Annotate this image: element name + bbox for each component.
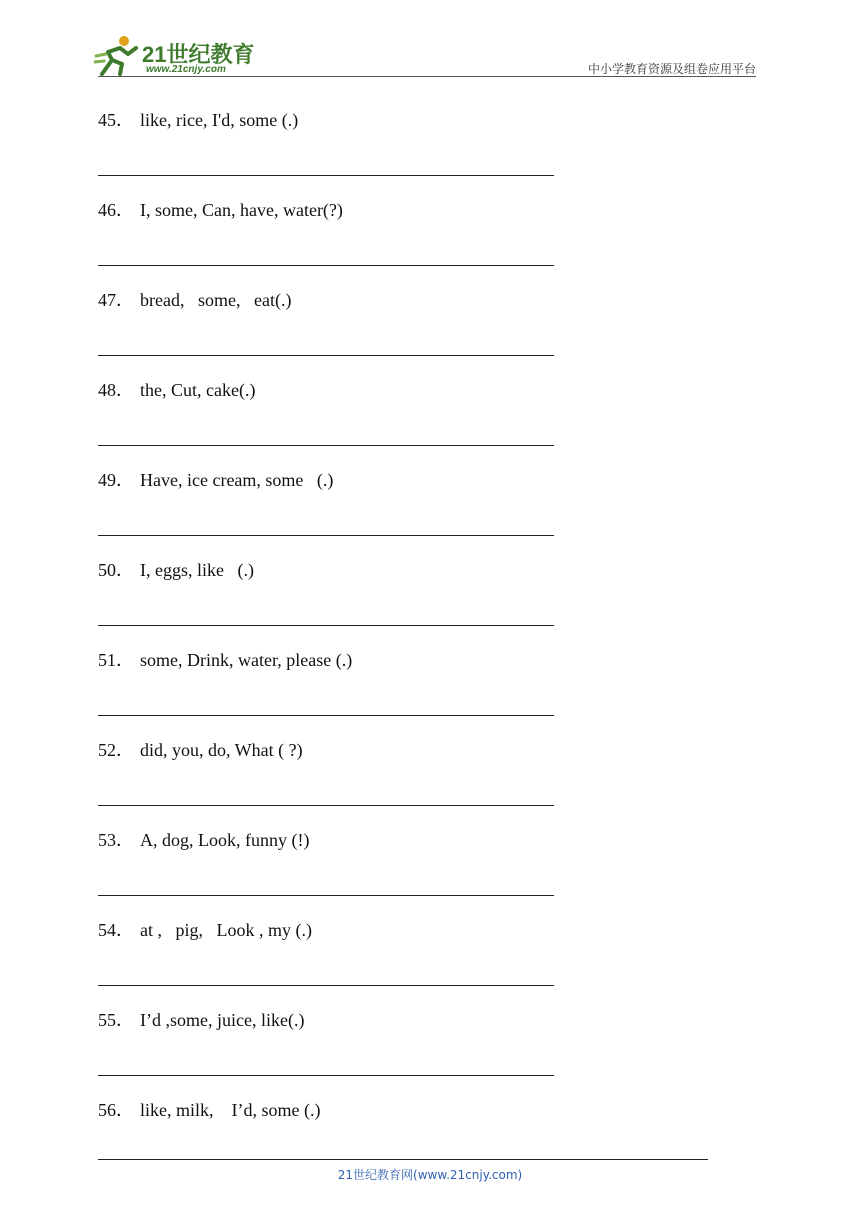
question-text: like, milk, I’d, some (.) (140, 1100, 321, 1120)
answer-line[interactable] (98, 535, 554, 536)
question-text: Have, ice cream, some (.) (140, 470, 334, 490)
question-item (98, 378, 658, 468)
question-item (98, 468, 658, 558)
question-item (98, 108, 658, 198)
question-item (98, 648, 658, 738)
question-text: like, rice, I'd, some (.) (140, 110, 299, 130)
question-number: 55． (98, 1010, 134, 1030)
question-number: 46． (98, 200, 134, 220)
question-text: A, dog, Look, funny (!) (140, 830, 310, 850)
footer-divider (98, 1159, 708, 1160)
logo-text: 21世纪教育 (142, 42, 255, 67)
question-list (98, 108, 658, 1188)
answer-line[interactable] (98, 355, 554, 356)
question-item (98, 558, 658, 648)
question-item (98, 738, 658, 828)
question-number: 48． (98, 380, 134, 400)
question-text: the, Cut, cake(.) (140, 380, 256, 400)
question-item (98, 1008, 658, 1098)
answer-line[interactable] (98, 265, 554, 266)
answer-line[interactable] (98, 985, 554, 986)
question-number: 53． (98, 830, 134, 850)
question-number: 47． (98, 290, 134, 310)
question-number: 52． (98, 740, 134, 760)
question-number: 54． (98, 920, 134, 940)
question-item (98, 198, 658, 288)
footer-link[interactable]: 21世纪教育网(www.21cnjy.com) (337, 1168, 523, 1182)
question-number: 56． (98, 1100, 134, 1120)
answer-line[interactable] (98, 175, 554, 176)
logo-url: www.21cnjy.com (146, 64, 226, 75)
question-number: 50． (98, 560, 134, 580)
question-item (98, 828, 658, 918)
answer-line[interactable] (98, 805, 554, 806)
answer-line[interactable] (98, 445, 554, 446)
question-number: 45． (98, 110, 134, 130)
question-item (98, 288, 658, 378)
question-item (98, 918, 658, 1008)
header-divider (98, 76, 756, 77)
site-logo[interactable] (94, 34, 264, 78)
question-text: I, eggs, like (.) (140, 560, 254, 580)
answer-line[interactable] (98, 715, 554, 716)
question-text: bread, some, eat(.) (140, 290, 292, 310)
question-number: 51． (98, 650, 134, 670)
question-number: 49． (98, 470, 134, 490)
answer-line[interactable] (98, 1075, 554, 1076)
question-text: I’d ,some, juice, like(.) (140, 1010, 305, 1030)
question-text: some, Drink, water, please (.) (140, 650, 353, 670)
page-header (0, 0, 860, 80)
answer-line[interactable] (98, 625, 554, 626)
question-text: did, you, do, What ( ?) (140, 740, 303, 760)
runner-logo-icon (94, 34, 140, 76)
question-text: at , pig, Look , my (.) (140, 920, 312, 940)
question-text: I, some, Can, have, water(?) (140, 200, 343, 220)
answer-line[interactable] (98, 895, 554, 896)
platform-title: 中小学教育资源及组卷应用平台 (587, 62, 756, 76)
